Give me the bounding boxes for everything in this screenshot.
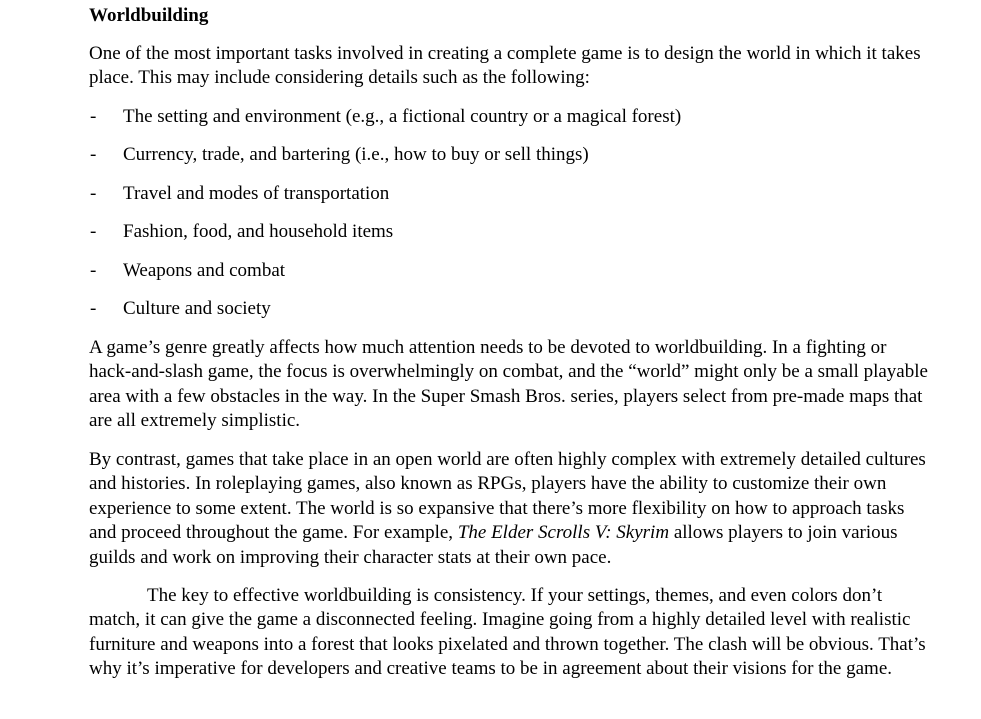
bullet-marker: - (90, 106, 97, 127)
bullet-text: The setting and environment (e.g., a fictional country or a magical forest) (123, 106, 682, 127)
bullet-marker: - (90, 221, 97, 242)
bullet-marker: - (90, 260, 97, 281)
bullet-text: Currency, trade, and bartering (i.e., how to buy or sell things) (123, 144, 589, 165)
open-world-paragraph (89, 448, 929, 570)
bullet-text: Fashion, food, and household items (123, 221, 394, 242)
genre-paragraph: A game’s genre greatly affects how much attention needs to be devoted to worldbuilding. In a fighting or hack-and-slash game, the focus is overwhelmingly on combat, and the “world” might only be a small playable area with a few obstacles in the way. In the Super Smash Bros. series, players select from pre-made maps that are all extremely simplistic. (89, 337, 928, 432)
bullet-text: Travel and modes of transportation (123, 183, 390, 204)
game-title-italic: The Elder Scrolls V: Skyrim (457, 522, 670, 544)
section-heading: Worldbuilding (89, 5, 209, 26)
consistency-paragraph: The key to effective worldbuilding is consistency. If your settings, themes, and even colors don’t match, it can give the game a disconnected feeling. Imagine going from a highly detailed level with realistic furniture and weapons into a forest that looks pixelated and thrown together. The clash will be obvious. That’s why it’s imperative for developers and creative teams to be in agreement about their visions for the game. (89, 585, 926, 680)
bullet-text: Weapons and combat (123, 260, 286, 281)
bullet-marker: - (90, 144, 97, 165)
bullet-marker: - (90, 298, 97, 319)
intro-paragraph: One of the most important tasks involved in creating a complete game is to design the world in which it takes place. This may include considering details such as the following: (89, 43, 921, 89)
bullet-text: Culture and society (123, 298, 271, 319)
open-world-text-start: By contrast, games that take place in an open world are often highly complex with extremely detailed cultures and histories. In roleplaying games, also known as RPGs, players have the ability to customize their own experience to some extent. The world is so expansive that there’s more flexibility on how to approach tasks and proceed throughout the game. For example, (89, 449, 926, 544)
open-world-text-end: allows players to join various guilds and work on improving their character stats at their own pace. (89, 522, 898, 568)
bullet-marker: - (90, 183, 97, 204)
